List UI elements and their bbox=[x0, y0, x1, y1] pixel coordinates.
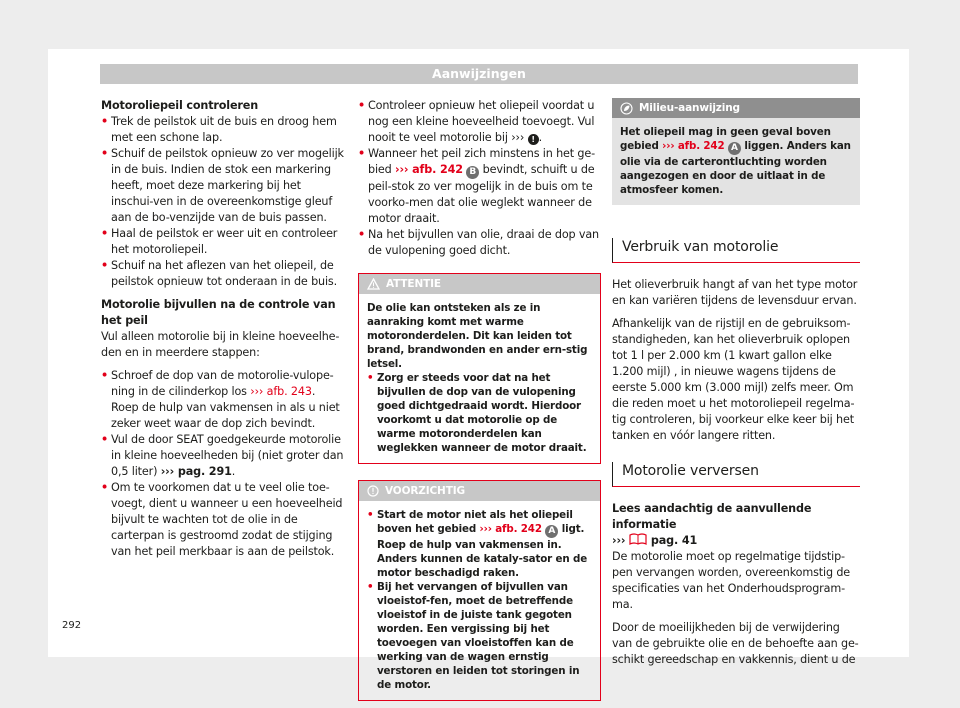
info-circle-icon bbox=[367, 485, 379, 497]
bullet-icon: • bbox=[358, 228, 366, 241]
paragraph: Door de moeilijkheden bij de verwijdering van de gebruikte olie en de behoefte aan ge-schikt gereedschap en vakkennis, dient u de bbox=[612, 621, 859, 666]
list-item: • Start de motor niet als het oliepeil boven het gebied ››› afb. 242 A ligt. Roep de hulp van vakmensen in. Anders kunnen de kataly-sator en de motor beschadigd raken. bbox=[367, 509, 588, 579]
list-item: • Schroef de dop van de motorolie-vulope-ning in de cilinderkop los ››› afb. 243. Roep de hulp van vakmensen in als u niet zeker weet waar de dop zich bevindt. bbox=[101, 369, 340, 430]
list-item: • Om te voorkomen dat u te veel olie toe-voegt, dient u wanneer u een hoeveelheid bijvult te wachten tot de olie in de carterpan is gestroomd zodat de stijging van het peil merkbaar is aan de peilstok. bbox=[101, 481, 343, 558]
section-heading-verversen: Motorolie verversen bbox=[612, 462, 860, 487]
column-left bbox=[101, 98, 346, 560]
list-item: • Haal de peilstok er weer uit en controleer het motoroliepeil. bbox=[101, 227, 338, 256]
bullet-icon: • bbox=[367, 372, 374, 384]
bullet-icon: • bbox=[101, 259, 109, 272]
label-badge: B bbox=[466, 166, 479, 179]
figure-link[interactable]: ››› afb. 242 bbox=[395, 163, 463, 176]
milieu-box bbox=[612, 98, 860, 205]
bullet-icon: • bbox=[367, 509, 374, 521]
list-item: • Na het bijvullen van olie, draai de dop van de vulopening goed dicht. bbox=[358, 228, 599, 257]
page-number: 292 bbox=[62, 620, 82, 631]
lees-reference[interactable]: ››› pag. 41 bbox=[612, 534, 698, 547]
bullet-icon: • bbox=[101, 433, 109, 446]
label-badge: A bbox=[728, 142, 741, 155]
page-link[interactable]: ››› pag. 291 bbox=[160, 465, 232, 478]
bullet-icon: • bbox=[358, 147, 366, 160]
figure-link[interactable]: ››› afb. 242 bbox=[662, 140, 725, 152]
bullet-icon: • bbox=[101, 115, 109, 128]
figure-link[interactable]: ››› afb. 242 bbox=[479, 523, 542, 535]
bullet-icon: • bbox=[101, 481, 109, 494]
book-icon bbox=[629, 533, 647, 545]
list-item: • Wanneer het peil zich minstens in het ge-bied ››› afb. 242 B bevindt, schuift u de peil-stok zo ver mogelijk in de buis om te voorko-men dat olie weglekt wanneer de motor draait. bbox=[358, 147, 595, 225]
list-item: • Vul de door SEAT goedgekeurde motorolie in kleine hoeveelheden bij (niet groter dan 0,5 liter) ››› pag. 291. bbox=[101, 433, 344, 478]
voorzichtig-box bbox=[358, 480, 601, 701]
warning-triangle-icon bbox=[367, 278, 380, 290]
paragraph: Afhankelijk van de rijstijl en de gebruiksom-standigheden, kan het olieverbruik oplopen tot 1 l per 2.000 km (1 kwart gallon elke 1.200 mijl) , in nieuwe wagens tijdens de eerste 5.000 km (3.000 mijl) zelfs meer. Om die reden moet u het motoroliepeil regelma-tig controleren, bij voorkeur elke keer bij het tanken en vóór langere ritten. bbox=[612, 317, 855, 442]
milieu-header: Milieu-aanwijzing bbox=[612, 98, 860, 118]
bullet-icon: • bbox=[367, 581, 374, 593]
milieu-body: Het oliepeil mag in geen geval boven gebied ››› afb. 242 A liggen. Anders kan olie via de carterontluchting worden aangezogen en door de uitlaat in de atmosfeer komen. bbox=[612, 118, 860, 205]
section-heading-verbruik: Verbruik van motorolie bbox=[612, 238, 860, 263]
voorzichtig-body bbox=[359, 501, 600, 700]
eco-leaf-icon bbox=[620, 102, 633, 115]
list-item: • Schuif na het aflezen van het oliepeil, de peilstok opnieuw tot onderaan in de buis. bbox=[101, 259, 338, 288]
paragraph: De motorolie moet op regelmatige tijdstip-pen vervangen worden, overeenkomstig de specificaties van het Onderhoudsprogram-ma. bbox=[612, 550, 851, 611]
intro-text: Vul alleen motorolie bij in kleine hoeveelhe-den en in meerdere stappen: bbox=[101, 330, 340, 359]
list-item: • Controleer opnieuw het oliepeil voordat u nog een kleine hoeveelheid toevoegt. Vul nooit te veel motorolie bij ››› ! . bbox=[358, 99, 595, 144]
page-header: Aanwijzingen bbox=[100, 64, 858, 84]
bullet-icon: • bbox=[358, 99, 366, 112]
paragraph: Het olieverbruik hangt af van het type motor en kan variëren tijdens de levensduur ervan. bbox=[612, 278, 858, 307]
list-item: • Trek de peilstok uit de buis en droog hem met een schone lap. bbox=[101, 115, 337, 144]
column-right bbox=[612, 98, 860, 668]
list-item: • Bij het vervangen of bijvullen van vloeistof-fen, moet de betreffende vloeistof in de juiste tank gegoten worden. Een vergissing bij het toevoegen van vloeistoffen kan de werking van de wagen ernstig verstoren en leiden tot storingen in de motor. bbox=[367, 581, 580, 691]
heading-bijvullen: Motorolie bijvullen na de controle van het peil bbox=[101, 298, 336, 327]
bullet-icon: • bbox=[101, 369, 109, 382]
voorzichtig-header: VOORZICHTIG bbox=[359, 481, 600, 501]
list-item: • Zorg er steeds voor dat na het bijvullen de dop van de vulopening goed dichtgedraaid wordt. Hierdoor voorkomt u dat motorolie op de warme motoronderdelen kan weglekken wanneer de motor draait. bbox=[367, 372, 587, 454]
bullet-icon: • bbox=[101, 147, 109, 160]
attentie-body: De olie kan ontsteken als ze in aanraking komt met warme motoronderdelen. Dit kan leiden tot brand, brandwonden en ander ern-stig letsel. • Zorg er steeds voor dat na het bijvullen de dop van de vulopening goed dichtgedraaid wordt. Hierdoor voorkomt u dat motorolie op de warme motoronderdelen kan weglekken wanneer de motor draait. bbox=[359, 294, 600, 463]
figure-link[interactable]: ››› afb. 243 bbox=[250, 385, 312, 398]
label-badge: A bbox=[545, 525, 558, 538]
lees-heading: Lees aandachtig de aanvullende informatie bbox=[612, 502, 812, 531]
warning-badge[interactable]: ! bbox=[528, 134, 539, 145]
heading-motoroliepeil: Motoroliepeil controleren bbox=[101, 99, 259, 112]
list-item: • Schuif de peilstok opnieuw zo ver mogelijk in de buis. Indien de stok een markering heeft, moet deze markering bij het inschui-ven in de overeenkomstige gleuf aan de bo-venzijde van de buis passen. bbox=[101, 147, 344, 224]
column-middle bbox=[358, 98, 601, 701]
attentie-header: ATTENTIE bbox=[359, 274, 600, 294]
bullet-icon: • bbox=[101, 227, 109, 240]
attentie-box bbox=[358, 273, 601, 464]
